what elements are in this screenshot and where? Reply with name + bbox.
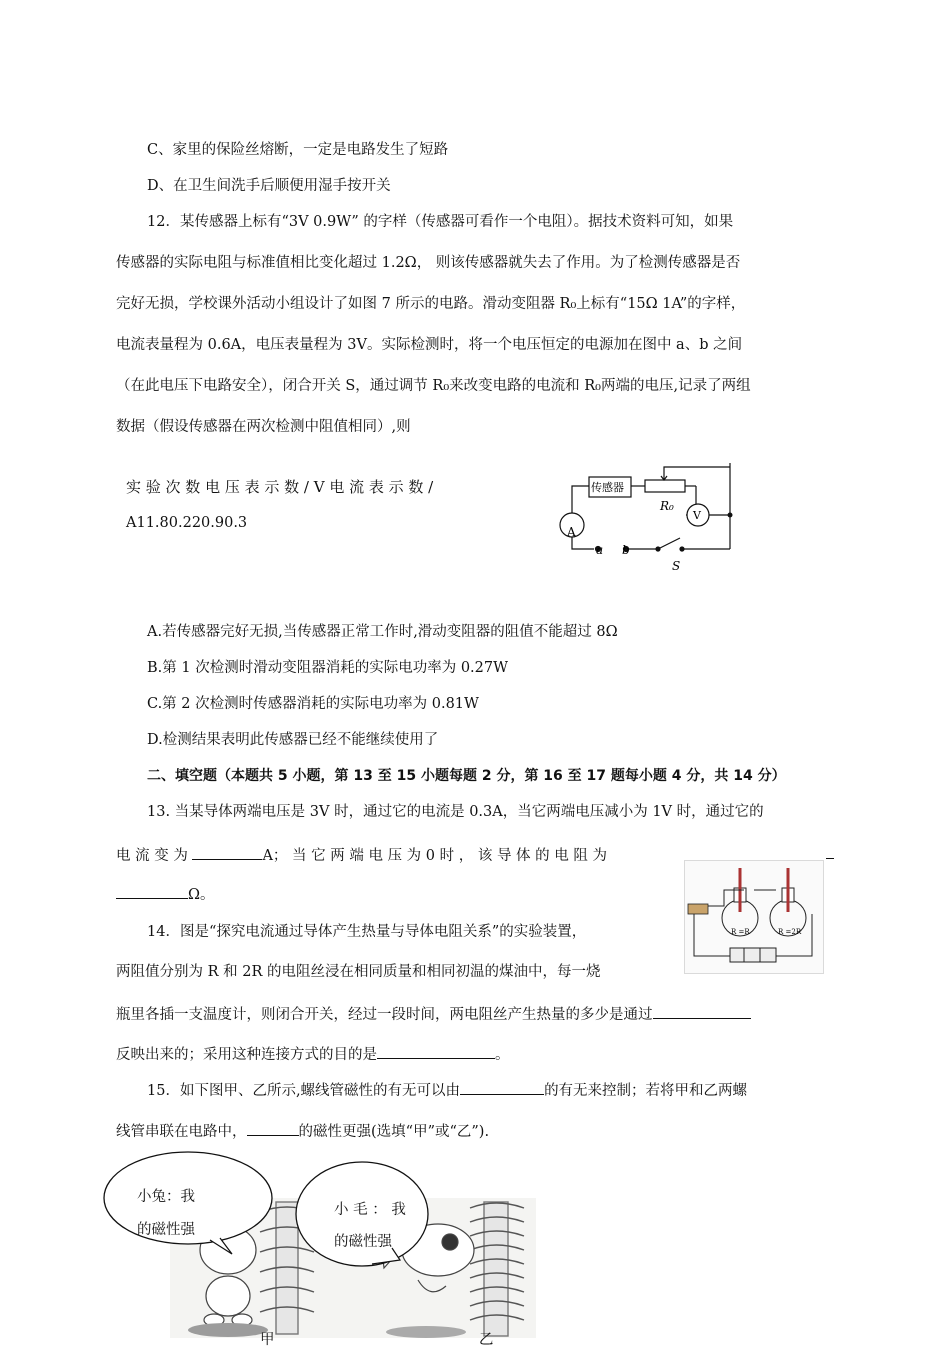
heat-right-label: R =2R xyxy=(778,928,802,936)
heat-experiment-figure xyxy=(684,860,824,974)
rabbit-speech-line-2: 的磁性强 xyxy=(137,1222,195,1238)
option-c-line: C、家里的保险丝熔断，一定是电路发生了短路 xyxy=(147,142,449,158)
section-2-heading: 二、填空题（本题共 5 小题，第 13 至 15 小题每题 2 分，第 16 至 17 题每小题 4 分，共 14 分） xyxy=(147,768,786,784)
q13-resistance-blank[interactable] xyxy=(116,884,188,899)
q15-line-1-end: 的有无来控制；若将甲和乙两螺 xyxy=(544,1083,748,1099)
option-b: B.第 1 次检测时滑动变阻器消耗的实际电功率为 0.27W xyxy=(147,660,509,676)
q15-blank-2[interactable] xyxy=(247,1121,299,1136)
q12-line-1: 12．某传感器上标有“3V 0.9W” 的字样（传感器可看作一个电阻）。据技术资料可知，如果 xyxy=(147,214,734,230)
q15-line-2 xyxy=(116,1121,489,1142)
option-d-line: D、在卫生间洗手后顺便用湿手按开关 xyxy=(147,178,391,194)
solenoid-illustration xyxy=(100,1150,540,1344)
table-data: A11.80.220.90.3 xyxy=(126,515,248,531)
q13-line-3 xyxy=(116,884,215,905)
q15-line-1 xyxy=(147,1080,747,1101)
q14-line-3-text: 瓶里各插一支温度计，则闭合开关，经过一段时间，两电阻丝产生热量的多少是通过 xyxy=(116,1007,653,1023)
caption-yi: 乙 xyxy=(479,1332,494,1348)
terminal-b-label: b xyxy=(622,543,630,557)
q12-line-3: 完好无损，学校课外活动小组设计了如图 7 所示的电路。滑动变阻器 R₀上标有“15Ω 1A”的字样， xyxy=(116,296,746,312)
q14-line-2: 两阻值分别为 R 和 2R 的电阻丝浸在相同质量和相同初温的煤油中，每一烧 xyxy=(116,964,601,980)
table-header: 实 验 次 数 电 压 表 示 数 / V 电 流 表 示 数 / xyxy=(126,478,434,496)
q12-line-4: 电流表量程为 0.6A，电压表量程为 3V。实际检测时，将一个电压恒定的电源加在图中 a、b 之间 xyxy=(116,337,743,353)
option-c: C.第 2 次检测时传感器消耗的实际电功率为 0.81W xyxy=(147,696,479,712)
q15-line-2-text: 线管串联在电路中， xyxy=(116,1124,247,1140)
q14-line-4-text: 反映出来的；采用这种连接方式的目的是 xyxy=(116,1047,377,1063)
circuit-diagram xyxy=(552,455,752,580)
ammeter-label: A xyxy=(567,525,576,539)
q15-blank-1[interactable] xyxy=(460,1080,544,1095)
q13-resistance-blank-start[interactable] xyxy=(826,858,834,859)
option-d: D.检测结果表明此传感器已经不能继续使用了 xyxy=(147,732,439,748)
switch-label: S xyxy=(672,559,681,573)
q12-line-6: 数据（假设传感器在两次检测中阻值相同）,则 xyxy=(116,419,411,435)
q13-current-suffix: A； 当 它 两 端 电 压 为 0 时 ， 该 导 体 的 电 阻 为 xyxy=(262,848,607,864)
r0-label: R₀ xyxy=(660,499,674,513)
q13-line-1: 13. 当某导体两端电压是 3V 时，通过它的电流是 0.3A，当它两端电压减小为 1V 时，通过它的 xyxy=(147,804,764,820)
q12-line-5: （在此电压下电路安全），闭合开关 S，通过调节 R₀来改变电路的电流和 R₀两端的电压,记录了两组 xyxy=(116,378,751,394)
q15-line-2-end: 的磁性更强(选填“甲”或“乙”). xyxy=(298,1124,490,1140)
voltmeter-label: V xyxy=(693,509,701,522)
q12-line-2: 传感器的实际电阻与标准值相比变化超过 1.2Ω， 则该传感器就失去了作用。为了检测传感器是否 xyxy=(116,255,741,271)
q13-line-2 xyxy=(116,845,607,866)
q13-ohm: Ω。 xyxy=(188,887,215,903)
heat-left-label: R =R xyxy=(731,928,750,936)
q14-line-3 xyxy=(116,1004,751,1025)
caption-jia: 甲 xyxy=(260,1332,275,1348)
q13-current-blank[interactable] xyxy=(192,845,262,860)
q14-blank-2[interactable] xyxy=(377,1044,495,1059)
mao-speech-line-1: 小 毛 ： 我 xyxy=(334,1202,406,1218)
q13-current-prefix: 电 流 变 为 xyxy=(116,848,188,864)
rheostat-r0 xyxy=(645,480,685,492)
q14-line-4 xyxy=(116,1044,510,1065)
q14-line-1: 14．图是“探究电流通过导体产生热量与导体电阻关系”的实验装置， xyxy=(147,924,587,940)
sensor-label: 传感器 xyxy=(591,481,624,494)
mao-speech-line-2: 的磁性强 xyxy=(334,1234,392,1250)
q15-line-1-text: 15．如下图甲、乙所示,螺线管磁性的有无可以由 xyxy=(147,1083,461,1099)
option-a: A.若传感器完好无损,当传感器正常工作时,滑动变阻器的阻值不能超过 8Ω xyxy=(147,624,618,640)
q14-blank-1[interactable] xyxy=(653,1004,751,1019)
q14-line-4-end: 。 xyxy=(495,1047,510,1063)
terminal-a-label: a xyxy=(596,543,604,557)
rabbit-speech-line-1: 小兔：我 xyxy=(137,1189,195,1205)
